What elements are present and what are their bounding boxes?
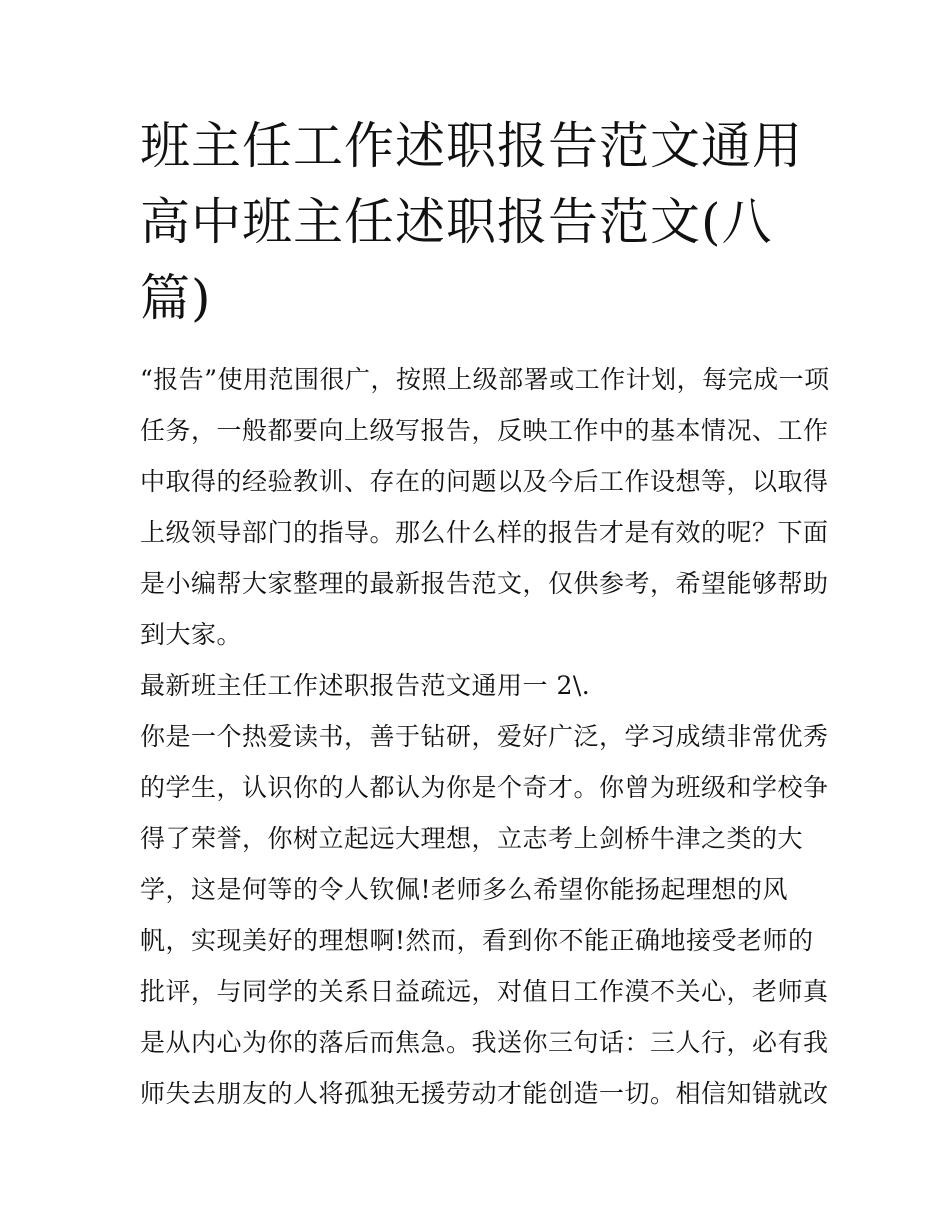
document-title [140, 108, 820, 336]
body-line: 你是一个热爱读书，善于钻研，爱好广泛，学习成绩非常优秀 [140, 722, 829, 751]
title-line: 篇) [140, 269, 212, 327]
body-line: 得了荣誉，你树立起远大理想，立志考上剑桥牛津之类的大 [140, 824, 804, 853]
body-line: 是从内心为你的落后而焦急。我送你三句话：三人行，必有我 [140, 1028, 829, 1057]
body-line: 帆，实现美好的理想啊!然而，看到你不能正确地接受老师的 [140, 926, 814, 955]
body-line: 中取得的经验教训、存在的问题以及今后工作设想等，以取得 [140, 467, 829, 496]
title-line: 高中班主任述职报告范文(八 [140, 193, 773, 251]
section-heading: 最新班主任工作述职报告范文通用一 2\. [140, 671, 591, 700]
body-line: 是小编帮大家整理的最新报告范文，仅供参考，希望能够帮助 [140, 569, 829, 598]
document-body [140, 354, 830, 1119]
body-line: 批评，与同学的关系日益疏远，对值日工作漠不关心，老师真 [140, 977, 829, 1006]
body-line: 学，这是何等的令人钦佩!老师多么希望你能扬起理想的风 [140, 875, 789, 904]
body-line: 任务，一般都要向上级写报告，反映工作中的基本情况、工作 [140, 416, 829, 445]
body-line: 到大家。 [140, 620, 243, 649]
body-line: “报告”使用范围很广，按照上级部署或工作计划，每完成一项 [140, 365, 830, 394]
body-line: 上级领导部门的指导。那么什么样的报告才是有效的呢？下面 [140, 518, 829, 547]
body-line: 的学生，认识你的人都认为你是个奇才。你曾为班级和学校争 [140, 773, 829, 802]
body-line: 师失去朋友的人将孤独无援劳动才能创造一切。相信知错就改 [140, 1079, 829, 1108]
title-line: 班主任工作述职报告范文通用 [140, 117, 803, 175]
